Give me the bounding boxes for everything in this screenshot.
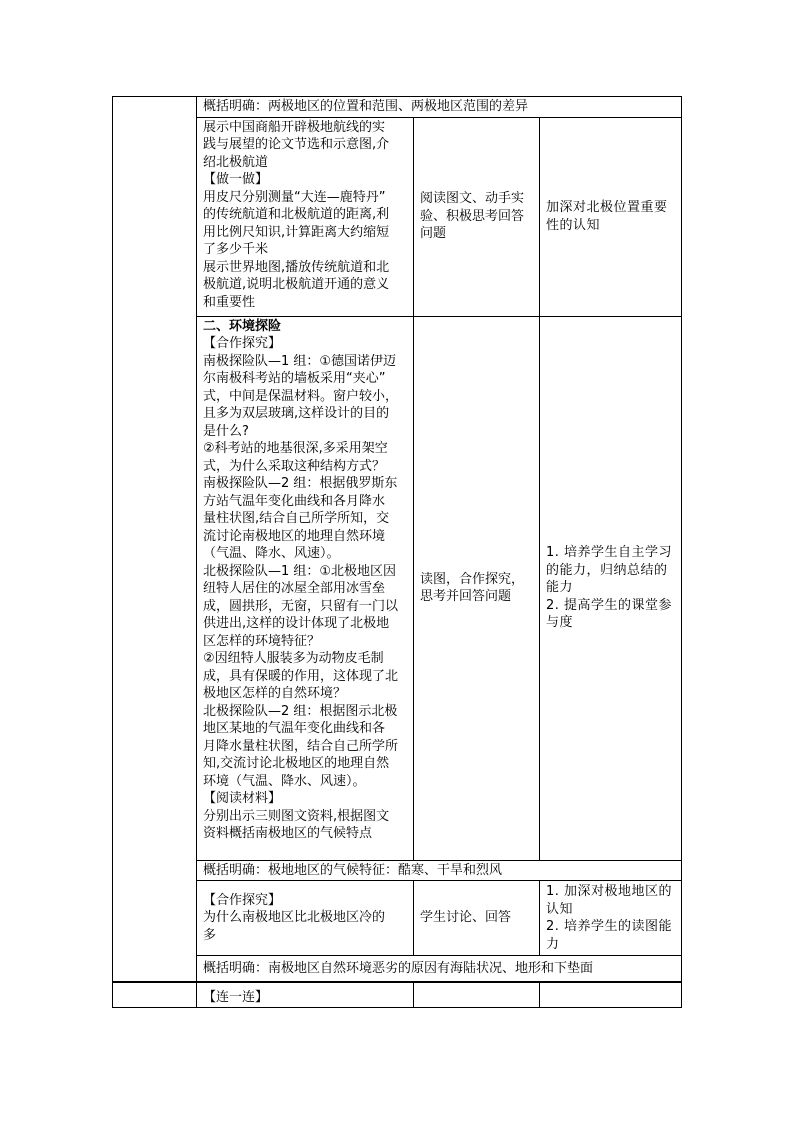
- text-line: 南极探险队—1 组：①德国诺伊迈: [203, 353, 397, 369]
- text-line: 1. 培养学生自主学习: [546, 545, 673, 561]
- text-line: 资料概括南极地区的气候特点: [203, 826, 373, 841]
- text-line: 月降水量柱状图，结合自己所学所: [203, 738, 399, 754]
- text-line: 学生讨论、回答: [420, 910, 512, 926]
- text-line: 【做一做】: [203, 172, 269, 187]
- text-line: 式，为什么采取这种结构方式？: [203, 458, 386, 474]
- text-line: 是什么?: [203, 423, 249, 439]
- text-line: 地区某地的气温年变化曲线和各: [203, 721, 386, 736]
- text-line: 尔南极科考站的墙板采用“夹心”: [203, 371, 386, 386]
- text-line: 方站气温年变化曲线和各月降水: [203, 493, 386, 509]
- text-line: 北极探险队—2 组：根据图示北极: [203, 703, 398, 719]
- summary-row-3: [113, 956, 682, 982]
- summary-1: 概括明确：两极地区的位置和范围、两极地区范围的差异: [197, 97, 682, 118]
- text-line: 【合作探究】: [203, 336, 282, 351]
- connect-activity-cell: 【连一连】: [197, 983, 414, 1008]
- text-line: 的传统航道和北极航道的距离,利: [203, 207, 390, 222]
- text-line: 分别出示三则图文资料,根据图文: [203, 808, 390, 824]
- student-activity-2: [414, 316, 540, 860]
- text-line: 【合作探究】: [203, 892, 282, 908]
- text-line: 2. 培养学生的读图能: [546, 919, 673, 934]
- text-line: 读图，合作探究，: [420, 571, 525, 587]
- stage-column-cell: [113, 97, 197, 982]
- text-line: 践与展望的论文节选和示意图,介: [203, 137, 390, 152]
- text-line: 与度: [546, 615, 574, 631]
- student-activity-3: [414, 881, 540, 956]
- intent-cell-bottom: [540, 983, 682, 1008]
- student-activity-1: [414, 117, 540, 316]
- text-line: 供进出,这样的设计体现了北极地: [203, 616, 390, 631]
- text-line: 极地区怎样的自然环境？: [203, 686, 347, 701]
- text-line: 南极探险队—2 组：根据俄罗斯东: [203, 476, 398, 491]
- activity-row-2: [113, 316, 682, 860]
- text-line: 验、积极思考回答: [420, 208, 525, 224]
- text-line: 多: [203, 927, 217, 943]
- text-line: 和重要性: [203, 294, 256, 310]
- text-line: 纽特人居住的冰屋全部用冰雪垒: [203, 581, 386, 596]
- text-line: 且多为双层玻璃,这样设计的目的: [203, 406, 390, 421]
- lesson-plan-table: [112, 96, 682, 982]
- activity-row-1: [113, 117, 682, 316]
- text-line: 式，中间是保温材料。窗户较小，: [203, 388, 399, 404]
- summary-2: 概括明确：极地地区的气候特征：酷寒、干旱和烈风: [197, 860, 682, 881]
- design-intent-3: [540, 881, 682, 956]
- text-line: 极航道,说明北极航道开通的意义: [203, 277, 390, 292]
- text-line: 成，具有保暖的作用，这体现了北: [203, 668, 399, 684]
- text-line: 问题: [420, 226, 447, 242]
- text-line: 量柱状图,结合自己所学所知，交: [203, 511, 390, 526]
- text-line: 为什么南极地区比北极地区冷的: [203, 910, 386, 926]
- connect-row: [113, 983, 682, 1008]
- next-section-table: [112, 982, 682, 1008]
- text-line: 性的认知: [546, 217, 601, 233]
- text-line: ②科考站的地基很深,多采用架空: [203, 441, 388, 456]
- text-line: ②因纽特人服装多为动物皮毛制: [203, 651, 384, 666]
- text-line: 了多少千米: [203, 242, 269, 257]
- teacher-activity-3: [197, 881, 414, 956]
- text-line: 力: [546, 936, 560, 952]
- text-line: 阅读图文、动手实: [420, 191, 525, 207]
- text-line: 用比例尺知识,计算距离大约缩短: [203, 224, 390, 240]
- text-line: 2. 提高学生的课堂参: [546, 597, 673, 613]
- text-line: 北极探险队—1 组：①北极地区因: [203, 563, 397, 579]
- summary-3: 概括明确：南极地区自然环境恶劣的原因有海陆状况、地形和下垫面: [197, 956, 682, 982]
- summary-row-1: [113, 97, 682, 118]
- text-line: 加深对北极位置重要: [546, 200, 668, 215]
- text-line: 【阅读材料】: [203, 791, 282, 806]
- summary-row-2: [113, 860, 682, 881]
- section-heading: 二、环境探险: [203, 318, 282, 334]
- teacher-activity-2: [197, 316, 414, 860]
- text-line: 绍北极航道: [203, 154, 269, 170]
- text-line: 思考并回答问题: [420, 589, 512, 604]
- text-line: 成，圆拱形，无窗，只留有一门以: [203, 598, 399, 614]
- activity-row-3: [113, 881, 682, 956]
- text-line: 流讨论南极地区的地理自然环境: [203, 528, 386, 544]
- student-cell-bottom: [414, 983, 540, 1008]
- text-line: 展示中国商船开辟极地航线的实: [203, 119, 386, 135]
- design-intent-1: [540, 117, 682, 316]
- text-line: 1. 加深对极地地区的: [546, 884, 673, 899]
- text-line: 区怎样的环境特征？: [203, 633, 321, 649]
- text-line: 环境（气温、降水、风速）。: [203, 773, 366, 789]
- text-line: 认知: [546, 901, 574, 917]
- text-line: 展示世界地图,播放传统航道和北: [203, 259, 390, 275]
- text-line: 用皮尺分别测量“大连—鹿特丹”: [203, 189, 386, 205]
- teacher-activity-1: [197, 117, 414, 316]
- design-intent-2: [540, 316, 682, 860]
- text-line: （气温、降水、风速）。: [203, 546, 340, 561]
- text-line: 能力: [546, 580, 574, 596]
- text-line: 知,交流讨论北极地区的地理自然: [203, 756, 390, 771]
- stage-cell-bottom: [113, 983, 197, 1008]
- text-line: 的能力，归纳总结的: [546, 562, 668, 578]
